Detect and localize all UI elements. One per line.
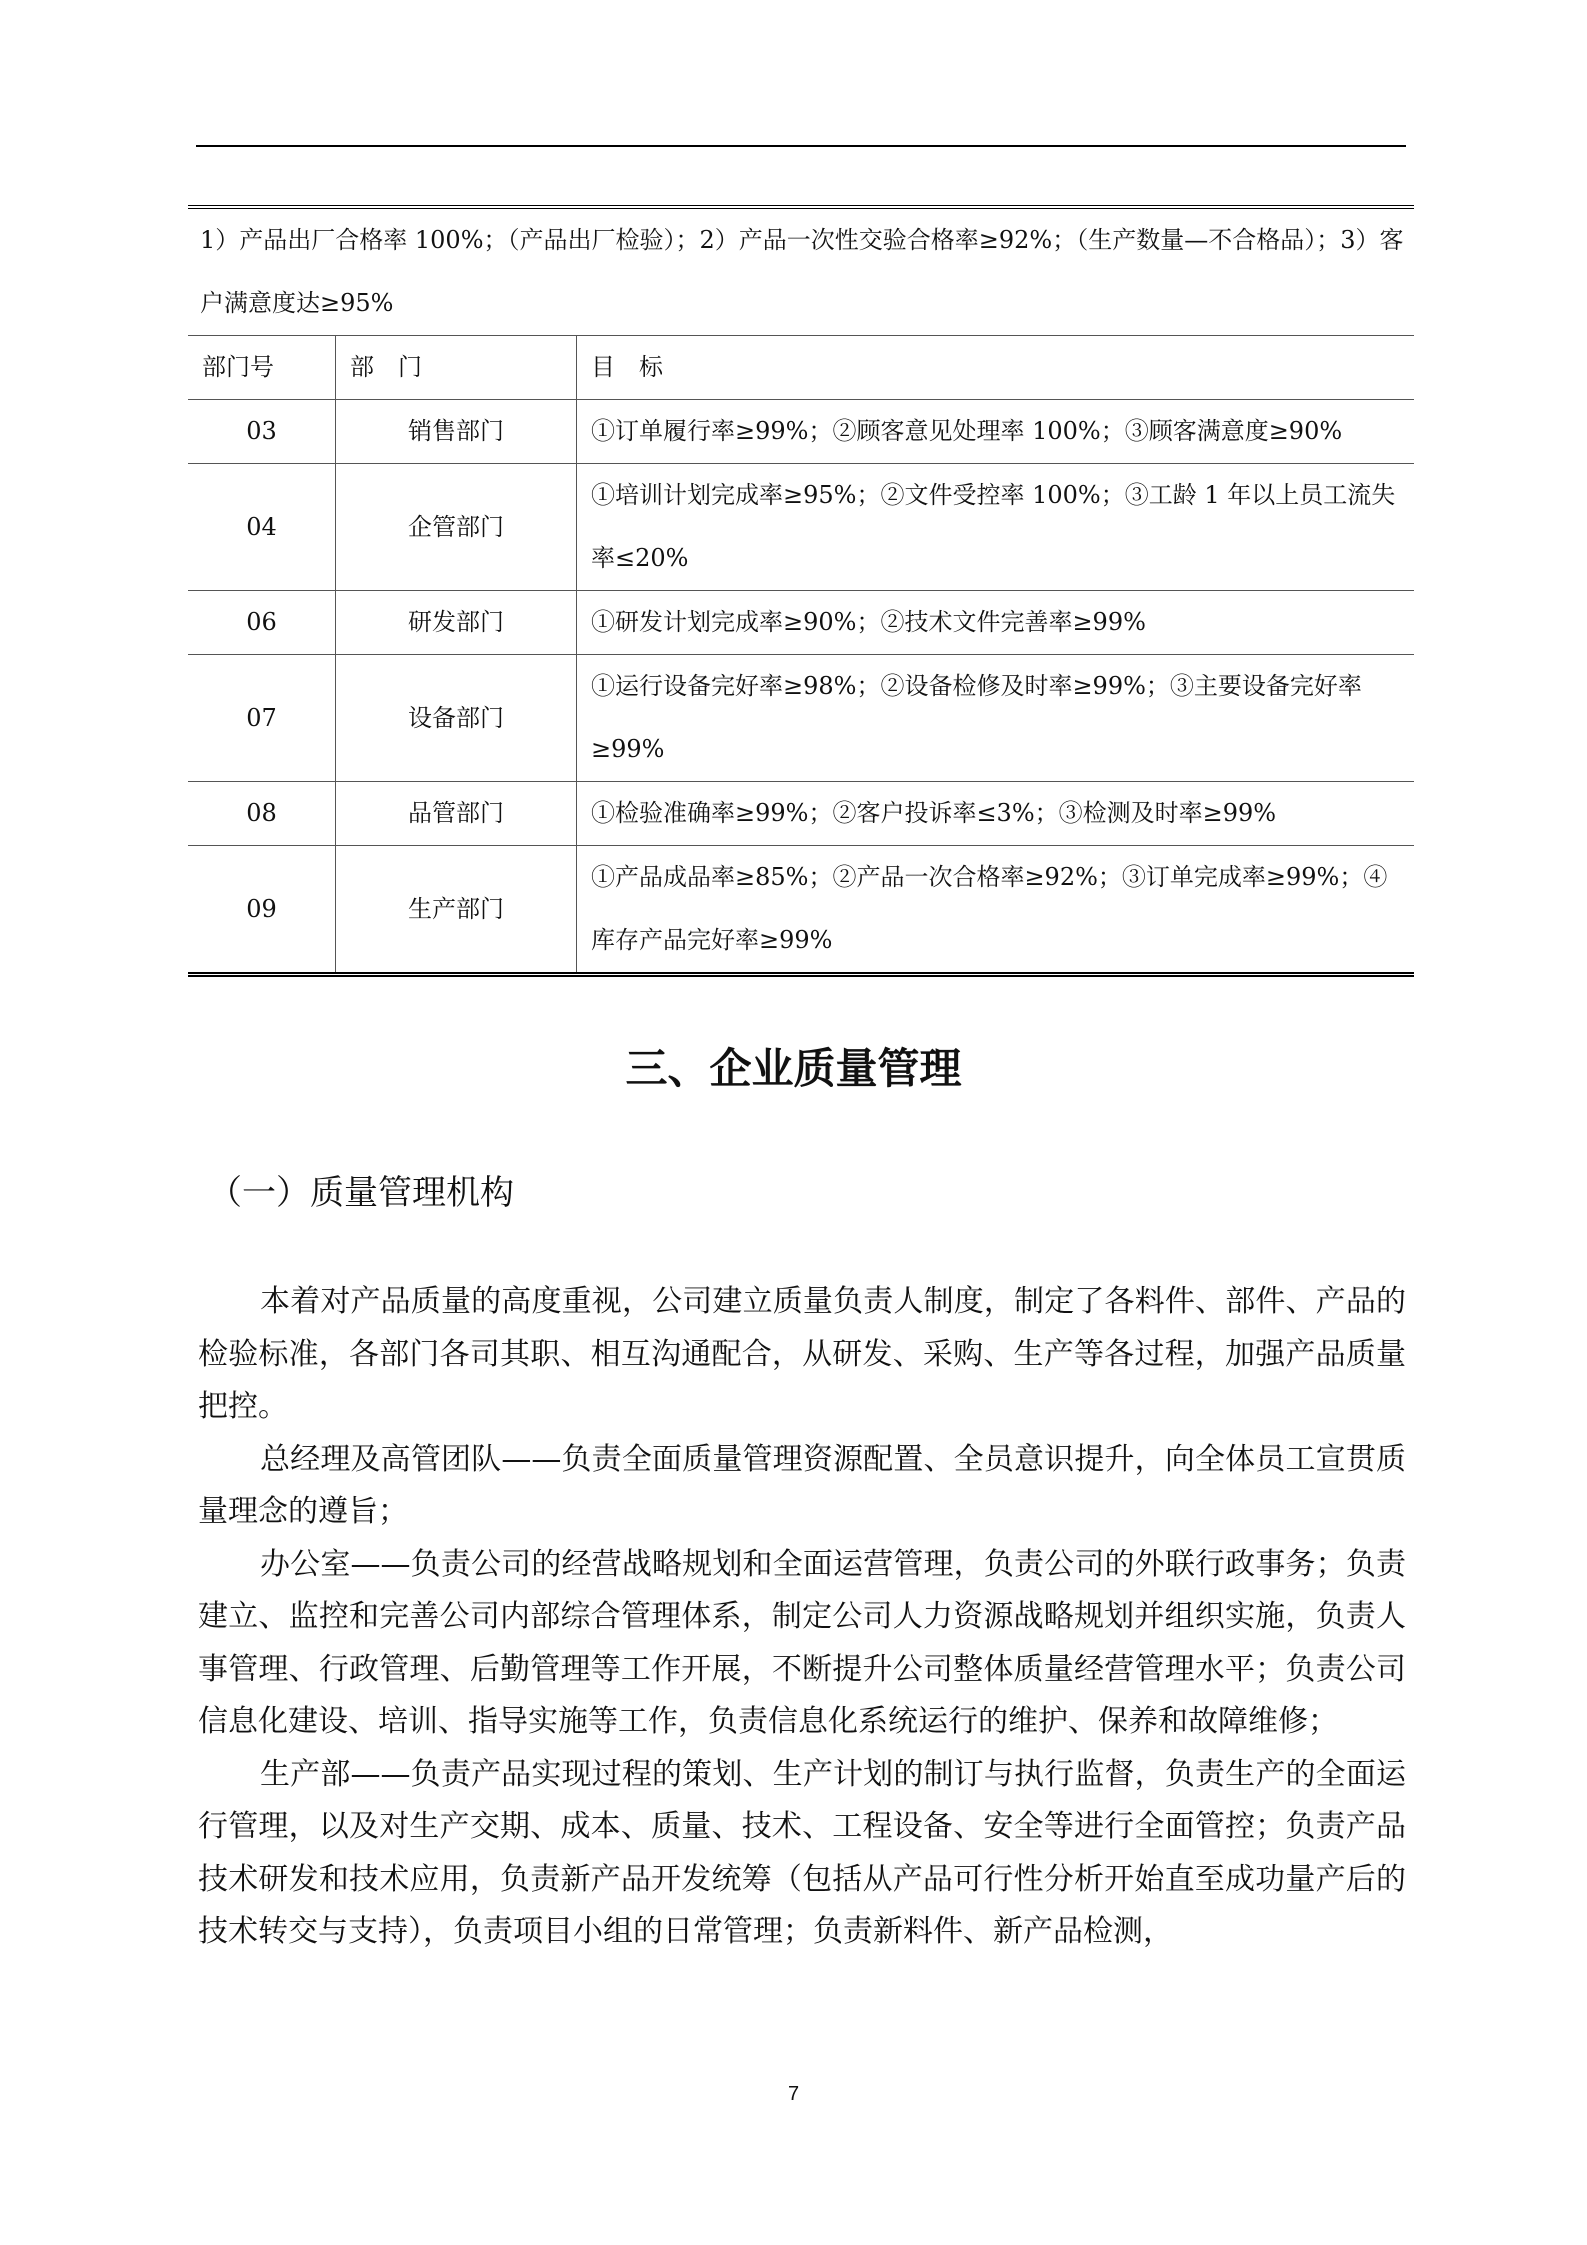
page-number: 7 bbox=[787, 2083, 800, 2105]
goal-cell: ①检验准确率≥99%；②客户投诉率≤3%；③检测及时率≥99% bbox=[577, 782, 1415, 846]
goal-cell: ①培训计划完成率≥95%；②文件受控率 100%；③工龄 1 年以上员工流失率≤20% bbox=[577, 464, 1415, 591]
table-row bbox=[188, 782, 1414, 846]
department-cell: 生产部门 bbox=[336, 846, 577, 975]
header-department-number: 部门号 bbox=[188, 336, 336, 400]
department-cell: 研发部门 bbox=[336, 591, 577, 655]
body-text bbox=[198, 1276, 1406, 1959]
subsection-title: （一）质量管理机构 bbox=[208, 1173, 514, 1213]
table-summary-row bbox=[188, 207, 1414, 336]
section-title: 三、企业质量管理 bbox=[625, 1044, 962, 1093]
table-header-row bbox=[188, 336, 1414, 400]
department-number-cell: 07 bbox=[188, 655, 336, 782]
department-number-cell: 04 bbox=[188, 464, 336, 591]
header-goal: 目 标 bbox=[577, 336, 1415, 400]
department-cell: 销售部门 bbox=[336, 400, 577, 464]
paragraph: 本着对产品质量的高度重视，公司建立质量负责人制度，制定了各料件、部件、产品的检验标准，各部门各司其职、相互沟通配合，从研发、采购、生产等各过程，加强产品质量把控。 bbox=[198, 1284, 1406, 1424]
department-quality-goals-table bbox=[188, 205, 1414, 977]
department-cell: 企管部门 bbox=[336, 464, 577, 591]
paragraph: 生产部——负责产品实现过程的策划、生产计划的制订与执行监督，负责生产的全面运行管理，以及对生产交期、成本、质量、技术、工程设备、安全等进行全面管控；负责产品技术研发和技术应用，负责新产品开发统筹（包括从产品可行性分析开始直至成功量产后的技术转交与支持），负责项目小组的日常管理；负责新料件、新产品检测， bbox=[198, 1756, 1406, 1949]
header-rule bbox=[196, 145, 1406, 147]
table-row bbox=[188, 591, 1414, 655]
goal-cell: ①产品成品率≥85%；②产品一次合格率≥92%；③订单完成率≥99%；④库存产品完好率≥99% bbox=[577, 846, 1415, 975]
department-number-cell: 06 bbox=[188, 591, 336, 655]
table-row bbox=[188, 846, 1414, 975]
table-row bbox=[188, 655, 1414, 782]
department-number-cell: 08 bbox=[188, 782, 336, 846]
goal-cell: ①研发计划完成率≥90%；②技术文件完善率≥99% bbox=[577, 591, 1415, 655]
paragraph: 总经理及高管团队——负责全面质量管理资源配置、全员意识提升，向全体员工宣贯质量理念的遵旨； bbox=[198, 1441, 1406, 1529]
table-row bbox=[188, 464, 1414, 591]
department-number-cell: 09 bbox=[188, 846, 336, 975]
goal-cell: ①订单履行率≥99%；②顾客意见处理率 100%；③顾客满意度≥90% bbox=[577, 400, 1415, 464]
summary-cell: 1）产品出厂合格率 100%；（产品出厂检验）；2）产品一次性交验合格率≥92%；（生产数量—不合格品）；3）客户满意度达≥95% bbox=[188, 207, 1414, 336]
table-row bbox=[188, 400, 1414, 464]
header-department: 部 门 bbox=[336, 336, 577, 400]
paragraph: 办公室——负责公司的经营战略规划和全面运营管理，负责公司的外联行政事务；负责建立、监控和完善公司内部综合管理体系，制定公司人力资源战略规划并组织实施，负责人事管理、行政管理、后勤管理等工作开展，不断提升公司整体质量经营管理水平；负责公司信息化建设、培训、指导实施等工作，负责信息化系统运行的维护、保养和故障维修； bbox=[198, 1546, 1406, 1739]
goal-cell: ①运行设备完好率≥98%；②设备检修及时率≥99%；③主要设备完好率≥99% bbox=[577, 655, 1415, 782]
department-cell: 设备部门 bbox=[336, 655, 577, 782]
department-cell: 品管部门 bbox=[336, 782, 577, 846]
department-number-cell: 03 bbox=[188, 400, 336, 464]
